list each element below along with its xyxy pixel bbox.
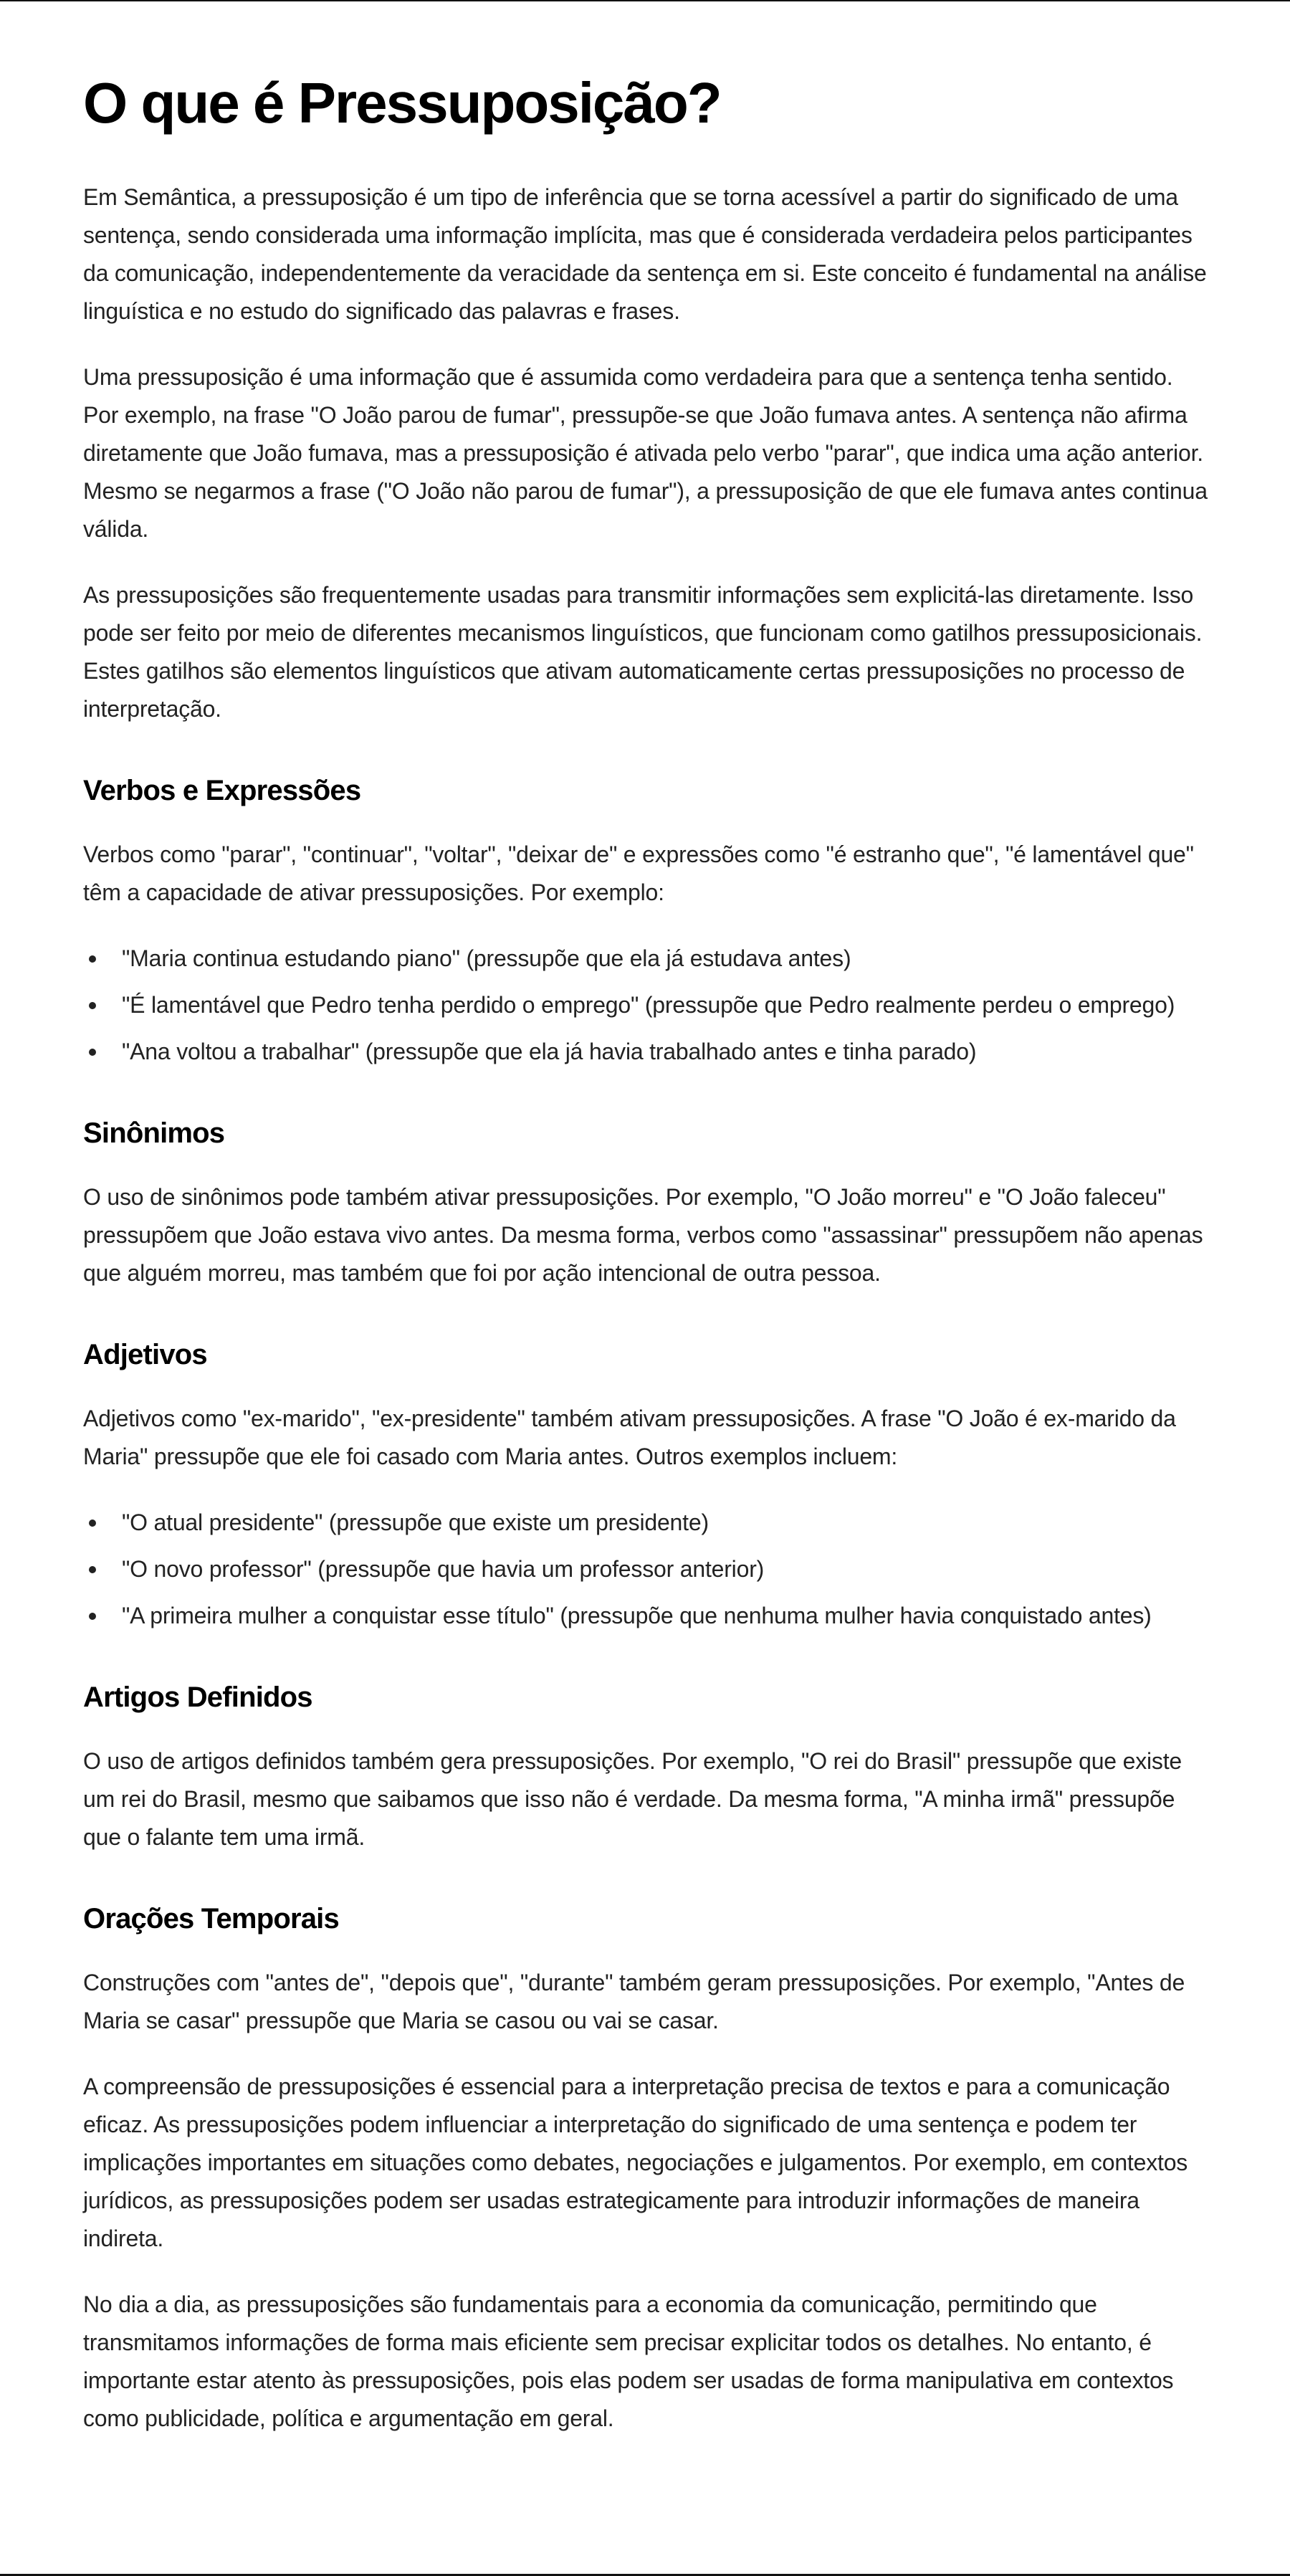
section-verbos-e-expressoes (83, 773, 1212, 1071)
list-item-text: "O atual presidente" (pressupõe que existe um presidente) (122, 1509, 709, 1535)
list-item (83, 1550, 1212, 1588)
bullet-icon (89, 1566, 96, 1573)
section-artigos-definidos (83, 1679, 1212, 1856)
intro-paragraph-1: Em Semântica, a pressuposição é um tipo de inferência que se torna acessível a partir do significado de uma sentença, sendo considerada uma informação implícita, mas que é considerada verdadeira pelos participantes da comunicação, independentemente da veracidade da sentença em si. Este conceito é fundamental na análise linguística e no estudo do significado das palavras e frases. (83, 184, 1207, 324)
section-adjetivos (83, 1337, 1212, 1635)
conclusion-paragraph-2: No dia a dia, as pressuposições são fundamentais para a economia da comunicação, permitindo que transmitamos informações de forma mais eficiente sem precisar explicitar todos os detalhes. No entanto, é importante estar atento às pressuposições, pois elas podem ser usadas de forma manipulativa em contextos como publicidade, política e argumentação em geral. (83, 2291, 1174, 2431)
section-paragraph: O uso de sinônimos pode também ativar pressuposições. Por exemplo, "O João morreu" e "O João faleceu" pressupõem que João estava vivo antes. Da mesma forma, verbos como "assassinar" pressupõem não apenas que alguém morreu, mas também que foi por ação intencional de outra pessoa. (83, 1184, 1203, 1286)
section-paragraph: O uso de artigos definidos também gera pressuposições. Por exemplo, "O rei do Brasil" pressupõe que existe um rei do Brasil, mesmo que saibamos que isso não é verdade. Da mesma forma, "A minha irmã" pressupõe que o falante tem uma irmã. (83, 1748, 1182, 1850)
list-item (83, 1033, 1212, 1071)
section-oracoes-temporais (83, 1901, 1212, 2040)
bullet-icon (89, 1613, 96, 1620)
list-item-text: "O novo professor" (pressupõe que havia um professor anterior) (122, 1556, 765, 1582)
list-item (83, 986, 1212, 1024)
section-heading: Sinônimos (83, 1117, 225, 1149)
example-list (83, 1504, 1212, 1635)
section-heading: Orações Temporais (83, 1903, 339, 1935)
section-paragraph: Verbos como "parar", "continuar", "voltar", "deixar de" e expressões como "é estranho que", "é lamentável que" têm a capacidade de ativar pressuposições. Por exemplo: (83, 841, 1194, 905)
bullet-icon (89, 1520, 96, 1527)
bullet-icon (89, 1049, 96, 1056)
list-item-text: "Maria continua estudando piano" (pressupõe que ela já estudava antes) (122, 945, 851, 971)
section-heading: Adjetivos (83, 1339, 207, 1370)
article (83, 1, 1212, 2466)
list-item-text: "É lamentável que Pedro tenha perdido o emprego" (pressupõe que Pedro realmente perdeu o emprego) (122, 992, 1175, 1018)
list-item (83, 1597, 1212, 1635)
bullet-icon (89, 955, 96, 963)
list-item (83, 1504, 1212, 1542)
section-heading: Verbos e Expressões (83, 775, 361, 806)
intro-paragraph-3: As pressuposições são frequentemente usadas para transmitir informações sem explicitá-las diretamente. Isso pode ser feito por meio de diferentes mecanismos linguísticos, que funcionam como gatilhos pressuposicionais. Estes gatilhos são elementos linguísticos que ativam automaticamente certas pressuposições no processo de interpretação. (83, 582, 1203, 722)
conclusion-paragraph-1: A compreensão de pressuposições é essencial para a interpretação precisa de textos e para a comunicação eficaz. As pressuposições podem influenciar a interpretação do significado de uma sentença e podem ter implicações importantes em situações como debates, negociações e julgamentos. Por exemplo, em contextos jurídicos, as pressuposições podem ser usadas estrategicamente para introduzir informações de maneira indireta. (83, 2074, 1188, 2251)
list-item (83, 940, 1212, 978)
example-list (83, 940, 1212, 1071)
section-paragraph: Construções com "antes de", "depois que", "durante" também geram pressuposições. Por exemplo, "Antes de Maria se casar" pressupõe que Maria se casou ou vai se casar. (83, 1970, 1185, 2033)
section-sinonimos (83, 1115, 1212, 1292)
list-item-text: "Ana voltou a trabalhar" (pressupõe que ela já havia trabalhado antes e tinha parado) (122, 1039, 977, 1064)
bullet-icon (89, 1002, 96, 1009)
intro-paragraph-2: Uma pressuposição é uma informação que é assumida como verdadeira para que a sentença tenha sentido. Por exemplo, na frase "O João parou de fumar", pressupõe-se que João fumava antes. A sentença não afirma diretamente que João fumava, mas a pressuposição é ativada pelo verbo "parar", que indica uma ação anterior. Mesmo se negarmos a frase ("O João não parou de fumar"), a pressuposição de que ele fumava antes continua válida. (83, 364, 1208, 542)
section-paragraph: Adjetivos como "ex-marido", "ex-presidente" também ativam pressuposições. A frase "O João é ex-marido da Maria" pressupõe que ele foi casado com Maria antes. Outros exemplos incluem: (83, 1406, 1176, 1469)
section-heading: Artigos Definidos (83, 1681, 312, 1713)
page-title: O que é Pressuposição? (83, 71, 721, 135)
list-item-text: "A primeira mulher a conquistar esse título" (pressupõe que nenhuma mulher havia conquistado antes) (122, 1603, 1152, 1628)
